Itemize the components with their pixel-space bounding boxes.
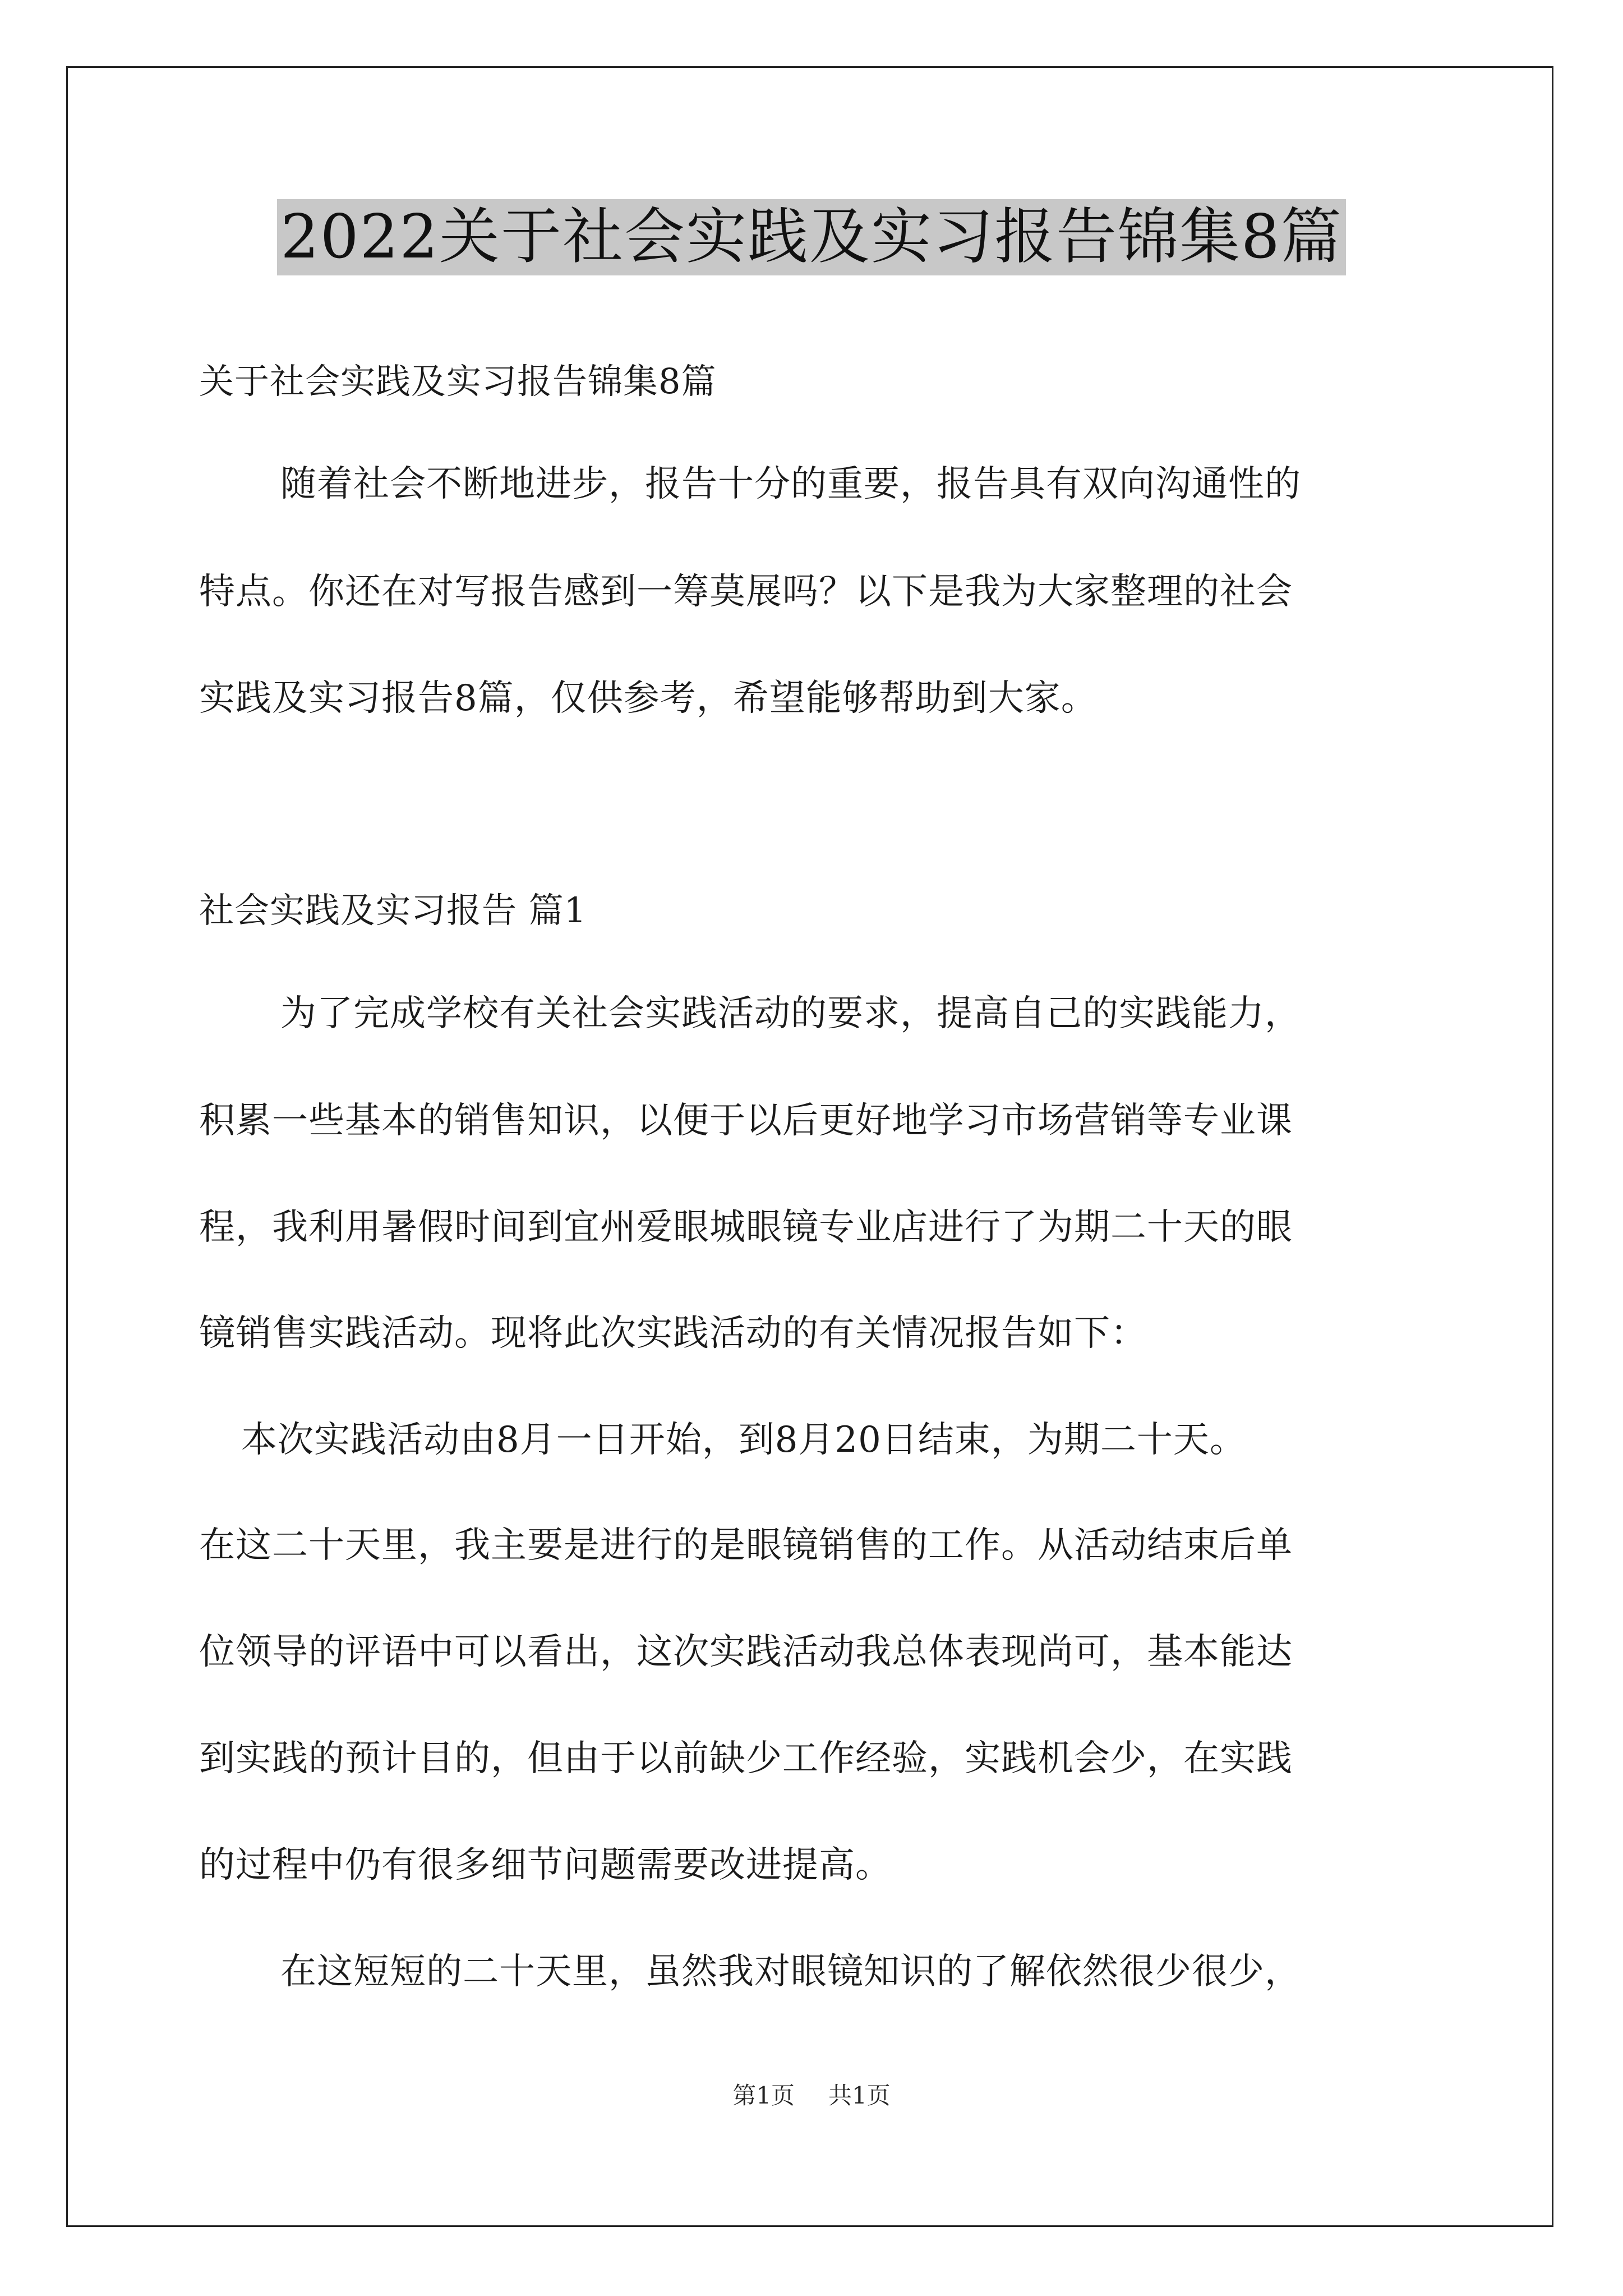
intro-line: 随着社会不断地进步，报告十分的重要，报告具有双向沟通性的 xyxy=(280,463,1301,505)
paragraph-line: 在这短短的二十天里，虽然我对眼镜知识的了解依然很少很少， xyxy=(280,1951,1301,1993)
page-total: 共1页 xyxy=(828,2082,891,2109)
paragraph-line: 为了完成学校有关社会实践活动的要求，提高自己的实践能力， xyxy=(280,993,1301,1034)
paragraph-line: 程，我利用暑假时间到宜州爱眼城眼镜专业店进行了为期二十天的眼 xyxy=(199,1207,1293,1248)
document-subtitle: 关于社会实践及实习报告锦集8篇 xyxy=(199,361,717,402)
page-number: 第1页 xyxy=(732,2082,795,2109)
page-footer xyxy=(0,2080,1623,2111)
intro-line: 实践及实习报告8篇，仅供参考，希望能够帮助到大家。 xyxy=(199,678,1098,719)
document-title: 2022关于社会实践及实习报告锦集8篇 xyxy=(277,199,1346,275)
paragraph-line: 镜销售实践活动。现将此次实践活动的有关情况报告如下： xyxy=(199,1313,1147,1354)
intro-line: 特点。你还在对写报告感到一筹莫展吗？以下是我为大家整理的社会 xyxy=(199,571,1293,613)
paragraph-line: 在这二十天里，我主要是进行的是眼镜销售的工作。从活动结束后单 xyxy=(199,1525,1293,1566)
paragraph-line: 本次实践活动由8月一日开始，到8月20日结束，为期二十天。 xyxy=(241,1419,1246,1461)
title-container xyxy=(0,199,1623,275)
paragraph-line: 积累一些基本的销售知识，以便于以后更好地学习市场营销等专业课 xyxy=(199,1100,1293,1142)
paragraph-line: 的过程中仍有很多细节问题需要改进提高。 xyxy=(199,1844,892,1886)
paragraph-line: 到实践的预计目的，但由于以前缺少工作经验，实践机会少，在实践 xyxy=(199,1738,1293,1779)
section-heading: 社会实践及实习报告 篇1 xyxy=(199,890,587,931)
paragraph-line: 位领导的评语中可以看出，这次实践活动我总体表现尚可，基本能达 xyxy=(199,1631,1293,1673)
